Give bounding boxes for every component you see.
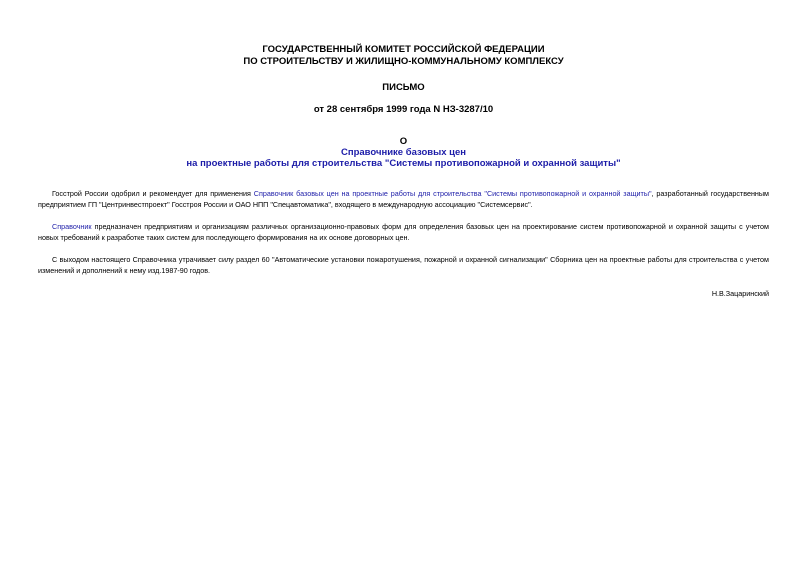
paragraph-1 (38, 188, 769, 210)
subject-link-part-3[interactable]: "Системы противопожарной и охранной защиты" (384, 158, 621, 169)
subject-link-part-1[interactable]: Справочнике базовых цен (340, 147, 467, 158)
organization-name-line-2: ПО СТРОИТЕЛЬСТВУ И ЖИЛИЩНО-КОММУНАЛЬНОМУ КОМПЛЕКСУ (243, 56, 564, 67)
document-body (38, 188, 769, 276)
document-date-number: от 28 сентября 1999 года N НЗ-3287/10 (313, 104, 494, 115)
paragraph-1-text-end: , разработанный государственным предприятием ГП "Центринвестпроект" Госстроя России и ОАО НПП "Спецавтоматика", входящего в международную ассоциацию "Системсервис". (38, 189, 769, 209)
document-header (38, 44, 769, 116)
signature: Н.В.Зацаринский (711, 289, 769, 298)
paragraph-2 (38, 221, 769, 243)
organization-name-line-1: ГОСУДАРСТВЕННЫЙ КОМИТЕТ РОССИЙСКОЙ ФЕДЕРАЦИИ (262, 44, 545, 55)
paragraph-1-text-start: Госстрой России одобрил и рекомендует для применения (52, 189, 254, 198)
document-subject (38, 136, 769, 169)
paragraph-3: С выходом настоящего Справочника утрачивает силу раздел 60 "Автоматические установки пожаротушения, пожарной и охранной сигнализации" Сборника цен на проектные работы для строительства с учетом изменений и дополнений к нему изд.1987-90 годов. (38, 255, 769, 275)
reference-link-handbook-full[interactable]: Справочник базовых цен на проектные работы для строительства "Системы противопожарной и охранной защиты" (253, 189, 652, 198)
document-page (38, 44, 769, 298)
subject-link-part-2[interactable]: на проектные работы для строительства (186, 158, 383, 169)
subject-line-1 (38, 136, 769, 158)
paragraph-2-text: предназначен предприятиям и организациям различных организационно-правовых форм для определения базовых цен на проектирование систем противопожарной и охранной защиты с учетом новых требований к разработке таких систем для последующего формирования на их основе договорных цен. (38, 222, 769, 242)
document-type: ПИСЬМО (382, 82, 425, 93)
reference-link-handbook[interactable]: Справочник (52, 222, 92, 231)
subject-prefix: О (399, 136, 408, 147)
